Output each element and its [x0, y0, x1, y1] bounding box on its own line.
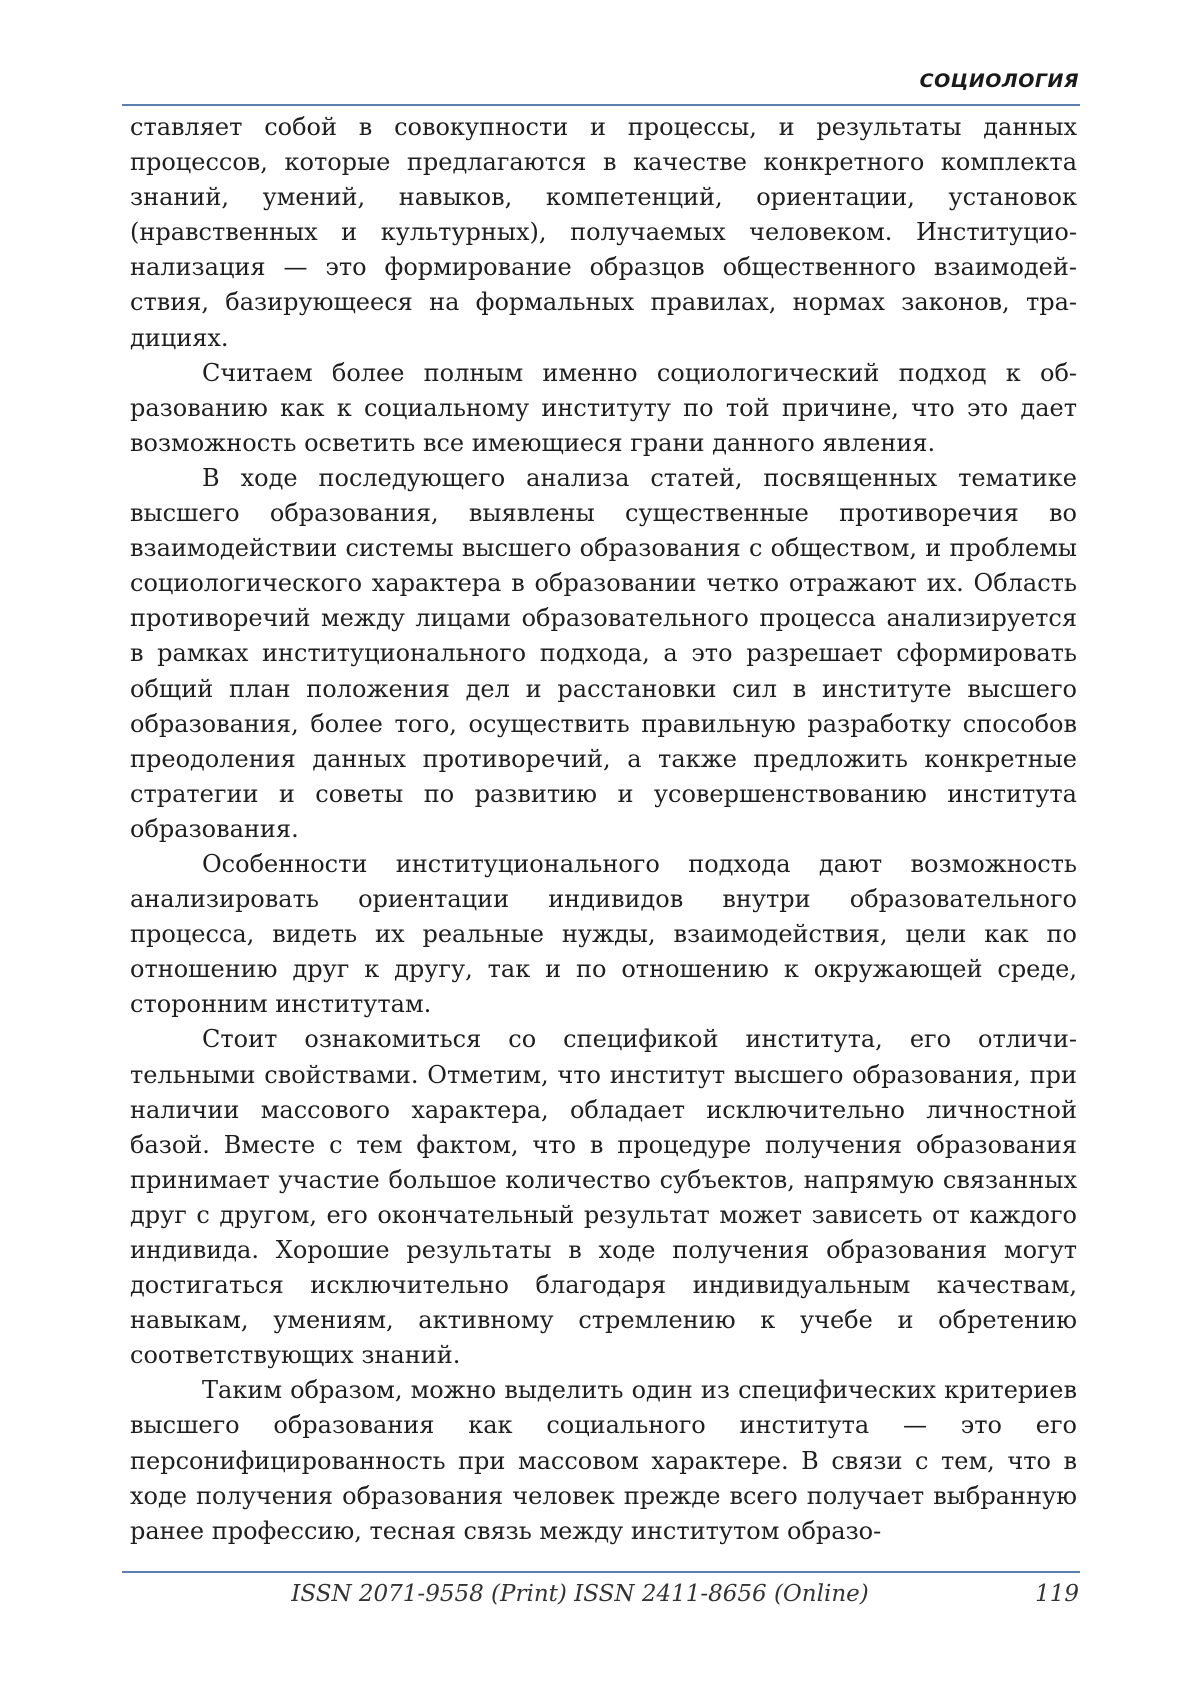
article-body	[130, 110, 1077, 1549]
footer-rule	[122, 1571, 1080, 1573]
section-title: СОЦИОЛОГИЯ	[920, 70, 1079, 92]
page-number: 119	[1035, 1581, 1079, 1607]
paragraph: Особенности институционального подхода дают возможность анализировать ориентации индивидов внутри образовательного процесса, видеть их реальные нужды, взаимодействия, цели как по отношению друг к другу, так и по отношению к окружающей среде, сторонним институтам.	[130, 847, 1077, 1022]
footer-issn: ISSN 2071-9558 (Print) ISSN 2411-8656 (Online)	[0, 1581, 1160, 1607]
paragraph: В ходе последующего анализа статей, посвященных тематике высшего образования, выявлены существенные противоречия во взаимодействии системы высшего образования с обществом, и проблемы социологического характера в образовании четко отра­жают их. Область противоречий между лицами образовательного процесса анализируется в рамках институционального подхода, а это разрешает сформировать общий план положения дел и расста­новки сил в институте высшего образования, более того, осущест­вить правильную разработку способов преодоления данных проти­воречий, а также предложить конкретные стратегии и советы по развитию и усовершенствованию института образования.	[130, 461, 1077, 847]
paragraph: Считаем более полным именно социологический подход к об­разованию как к социальному институту по той причине, что это дает возможность осветить все имеющиеся грани данного явления.	[130, 356, 1077, 461]
paragraph: Стоит ознакомиться со спецификой института, его отличи­тельными свойствами. Отметим, что институт высшего образова­ния, при наличии массового характера, обладает исключительно личностной базой. Вместе с тем фактом, что в процедуре получения образования принимает участие большое количество субъектов, на­прямую связанных друг с другом, его окончательный результат мо­жет зависеть от каждого индивида. Хорошие результаты в ходе по­лучения образования могут достигаться исключительно благодаря индивидуальным качествам, навыкам, умениям, активному стрем­лению к учебе и обретению соответствующих знаний.	[130, 1022, 1077, 1373]
paragraph: Таким образом, можно выделить один из специфических кри­териев высшего образования как социального института — это его персонифицированность при массовом характере. В связи с тем, что в ходе получения образования человек прежде всего получает вы­бранную ранее профессию, тесная связь между институтом образо-	[130, 1373, 1077, 1548]
paragraph: ставляет собой в совокупности и процессы, и результаты данных процессов, которые предлагаются в качестве конкретного комплекта знаний, умений, навыков, компетенций, ориентации, установок (нравственных и культурных), получаемых человеком. Институцио­нализация — это формирование образцов общественного взаимодей­ствия, базирующееся на формальных правилах, нормах законов, тра­дициях.	[130, 110, 1077, 356]
header-rule	[122, 104, 1080, 106]
